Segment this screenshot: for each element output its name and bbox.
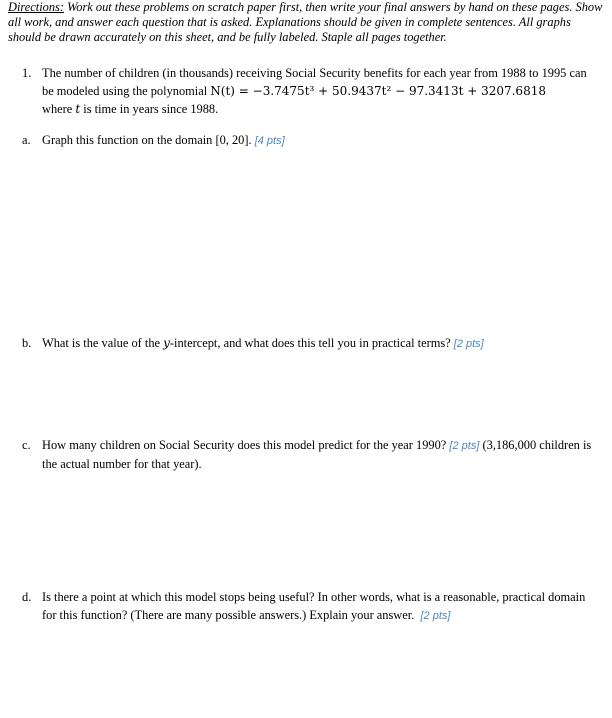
part-d-points: [2 pts] <box>420 610 451 622</box>
part-b-text-after: -intercept, and what does this tell you in practical terms? <box>169 336 451 350</box>
part-d <box>22 588 592 625</box>
part-b-letter: b. <box>22 336 32 350</box>
part-a-question <box>42 131 592 150</box>
problem-1-statement <box>42 64 592 118</box>
part-b-points: [2 pts] <box>453 338 484 350</box>
part-c-text: How many children on Social Security does this model predict for the year 1990? <box>42 438 447 452</box>
where-prefix: where <box>42 102 76 116</box>
problem-intro: The number of children (in thousands) receiving Social Security benefits for each year from 1988 to 1995 can be modeled using the polynomial <box>42 66 587 98</box>
directions-label: Directions: <box>8 0 64 14</box>
part-a-text: Graph this function on the domain [0, 20]. <box>42 133 252 147</box>
problem-1 <box>22 64 592 118</box>
part-c <box>22 436 592 473</box>
part-c-letter: c. <box>22 438 31 452</box>
part-b-variable: y <box>163 336 170 350</box>
part-b-text-before: What is the value of the <box>42 336 164 350</box>
part-a-points: [4 pts] <box>254 135 285 147</box>
problem-number: 1. <box>22 66 32 80</box>
part-b <box>22 334 592 353</box>
directions-paragraph <box>8 0 604 45</box>
part-a <box>22 131 592 150</box>
where-suffix: is time in years since 1988. <box>80 102 219 116</box>
part-d-text: Is there a point at which this model stops being useful? In other words, what is a reasonable, practical domain for this function? (There are many possible answers.) Explain your answer. <box>42 590 586 622</box>
directions-text: Work out these problems on scratch paper first, then write your final answers by hand on these pages. Show all work, and answer each question that is asked. Explanations should be given in complete sentences. All graphs should be drawn accurately on this sheet, and be fully labeled. Staple all pages together. <box>8 0 603 44</box>
part-b-question <box>42 334 592 353</box>
where-variable: t <box>75 102 81 116</box>
part-c-question <box>42 436 592 473</box>
part-a-letter: a. <box>22 133 31 147</box>
part-c-points: [2 pts] <box>449 440 480 452</box>
part-d-letter: d. <box>22 590 32 604</box>
part-d-question <box>42 588 592 625</box>
part-c-note: (3,186,000 children is the actual number for that year). <box>42 438 592 471</box>
polynomial-formula: N(t) = −3.7475t³ + 50.9437t² − 97.3413t + 3207.6818 <box>210 84 546 98</box>
